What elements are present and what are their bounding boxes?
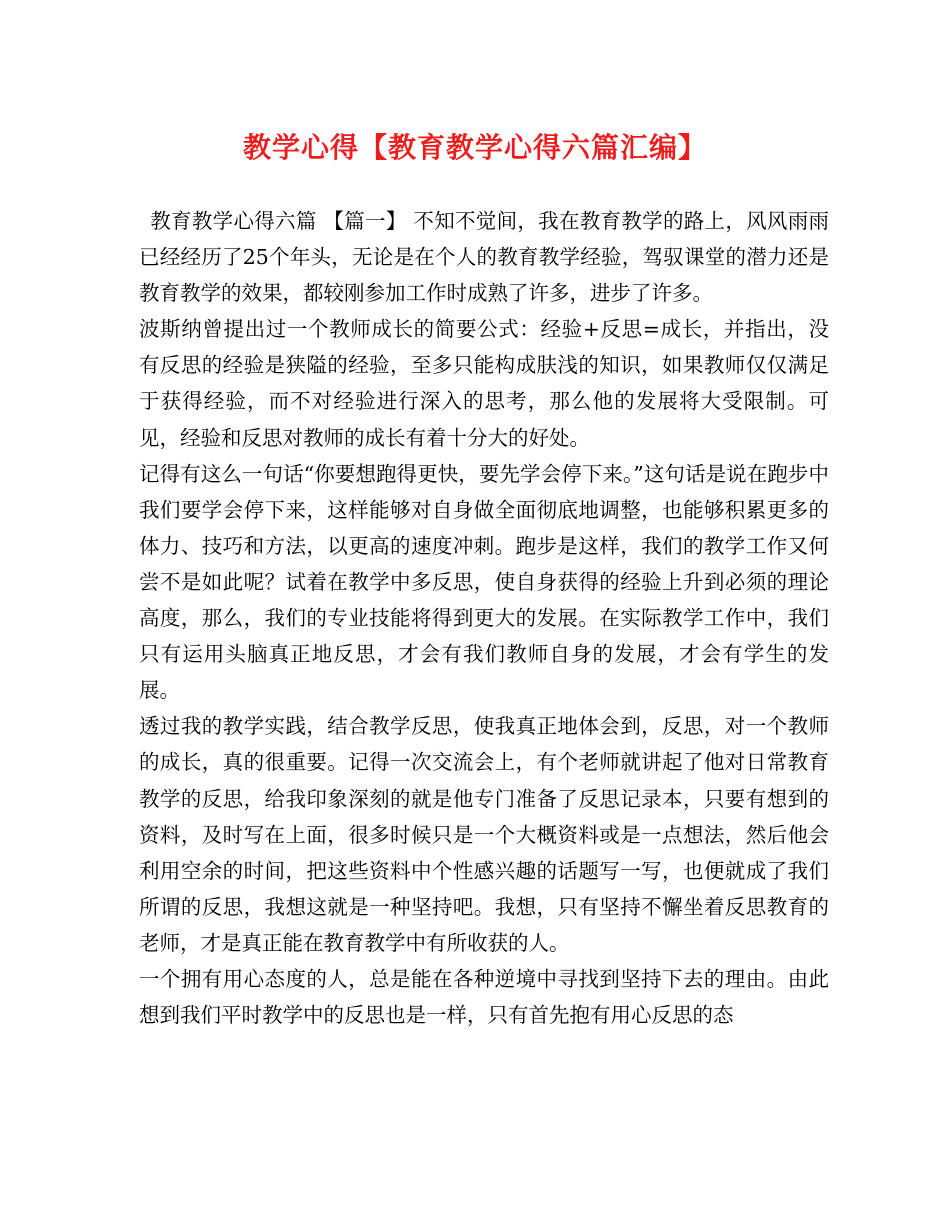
paragraph-2: 波斯纳曾提出过一个教师成长的简要公式：经验+反思=成长，并指出，没有反思的经验是狭隘的经验，至多只能构成肤浅的知识，如果教师仅仅满足于获得经验，而不对经验进行深入的思考，那么他的发展将大受限制。可见，经验和反思对教师的成长有着十分大的好处。 [139, 317, 829, 450]
paragraph-5: 一个拥有用心态度的人，总是能在各种逆境中寻找到坚持下去的理由。由此想到我们平时教学中的反思也是一样，只有首先抱有用心反思的态 [139, 966, 829, 1028]
paragraph-1: 教育教学心得六篇 【篇一】 不知不觉间，我在教育教学的路上，风风雨雨已经经历了25个年头，无论是在个人的教育教学经验，驾驭课堂的潜力还是教育教学的效果，都较刚参加工作时成熟了许多，进步了许多。 [139, 209, 829, 306]
document-body [139, 203, 829, 1033]
document-title: 教学心得【教育教学心得六篇汇编】 [242, 131, 707, 164]
paragraph-4: 透过我的教学实践，结合教学反思，使我真正地体会到，反思，对一个教师的成长，真的很重要。记得一次交流会上，有个老师就讲起了他对日常教育教学的反思，给我印象深刻的就是他专门准备了反思记录本，只要有想到的资料，及时写在上面，很多时候只是一个大概资料或是一点想法，然后他会利用空余的时间，把这些资料中个性感兴趣的话题写一写，也便就成了我们所谓的反思，我想这就是一种坚持吧。我想，只有坚持不懈坐着反思教育的老师，才是真正能在教育教学中有所收获的人。 [139, 714, 829, 955]
paragraph-3: 记得有这么一句话“你要想跑得更快，要先学会停下来。”这句话是说在跑步中我们要学会停下来，这样能够对自身做全面彻底地调整，也能够积累更多的体力、技巧和方法，以更高的速度冲刺。跑步是这样，我们的教学工作又何尝不是如此呢？试着在教学中多反思，使自身获得的经验上升到必须的理论高度，那么，我们的专业技能将得到更大的发展。在实际教学工作中，我们只有运用头脑真正地反思，才会有我们教师自身的发展，才会有学生的发展。 [139, 461, 829, 703]
